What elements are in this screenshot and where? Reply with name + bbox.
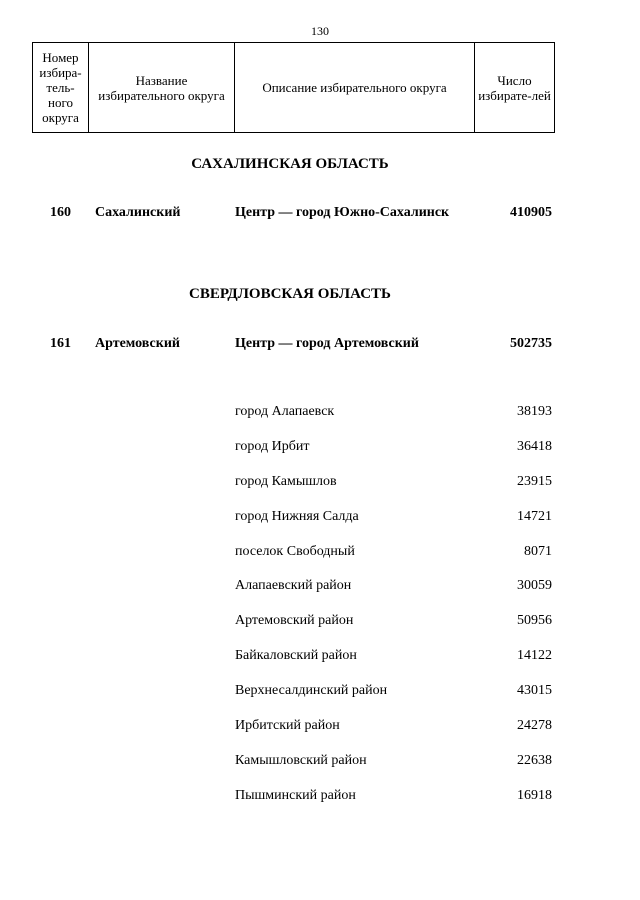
region-heading-sverdlovsk: СВЕРДЛОВСКАЯ ОБЛАСТЬ <box>189 286 391 302</box>
table-header <box>32 42 555 133</box>
list-item <box>0 613 640 648</box>
entry-voters: 23915 <box>517 473 552 489</box>
entry-voters: 16918 <box>517 787 552 803</box>
district-voters: 410905 <box>510 205 552 220</box>
entry-voters: 36418 <box>517 438 552 454</box>
district-row-161 <box>0 336 640 356</box>
entry-name: Камышловский район <box>235 752 367 768</box>
district-center: Центр — город Артемовский <box>235 336 419 351</box>
entry-name: Артемовский район <box>235 613 354 629</box>
district-name: Сахалинский <box>95 205 181 220</box>
entry-name: Байкаловский район <box>235 648 357 664</box>
district-center: Центр — город Южно-Сахалинск <box>235 205 450 220</box>
entry-name: Пышминский район <box>235 787 356 803</box>
header-voters: Число избирате-лей <box>475 43 555 133</box>
header-name: Название избирательного округа <box>89 43 235 133</box>
district-voters: 502735 <box>510 336 552 351</box>
entry-voters: 14122 <box>517 648 552 664</box>
entry-voters: 38193 <box>517 404 552 419</box>
district-composition-list <box>0 404 640 823</box>
list-item <box>0 788 640 823</box>
list-item <box>0 648 640 683</box>
list-item <box>0 509 640 544</box>
entry-voters: 22638 <box>517 752 552 768</box>
list-item <box>0 718 640 753</box>
entry-name: Алапаевский район <box>235 578 352 594</box>
header-description: Описание избирательного округа <box>235 43 475 133</box>
list-item <box>0 578 640 613</box>
list-item <box>0 683 640 718</box>
list-item <box>0 544 640 579</box>
list-item <box>0 439 640 474</box>
entry-voters: 24278 <box>517 718 552 734</box>
entry-voters: 8071 <box>524 543 552 559</box>
header-number: Номер избира-тель-ного округа <box>33 43 89 133</box>
district-number: 160 <box>50 205 71 220</box>
entry-name: поселок Свободный <box>235 543 355 559</box>
entry-name: город Ирбит <box>235 438 310 454</box>
page-number: 130 <box>311 24 329 38</box>
region-heading-sakhalin: САХАЛИНСКАЯ ОБЛАСТЬ <box>191 156 389 172</box>
district-row-160 <box>0 205 640 225</box>
entry-name: город Алапаевск <box>235 404 335 419</box>
list-item <box>0 404 640 439</box>
entry-voters: 14721 <box>517 508 552 524</box>
entry-name: Верхнесалдинский район <box>235 683 388 699</box>
entry-voters: 50956 <box>517 613 552 629</box>
entry-voters: 43015 <box>517 683 552 699</box>
entry-voters: 30059 <box>517 578 552 594</box>
entry-name: город Камышлов <box>235 473 337 489</box>
district-number: 161 <box>50 336 71 351</box>
entry-name: город Нижняя Салда <box>235 508 359 524</box>
list-item <box>0 474 640 509</box>
entry-name: Ирбитский район <box>235 718 340 734</box>
district-name: Артемовский <box>95 336 180 351</box>
list-item <box>0 753 640 788</box>
